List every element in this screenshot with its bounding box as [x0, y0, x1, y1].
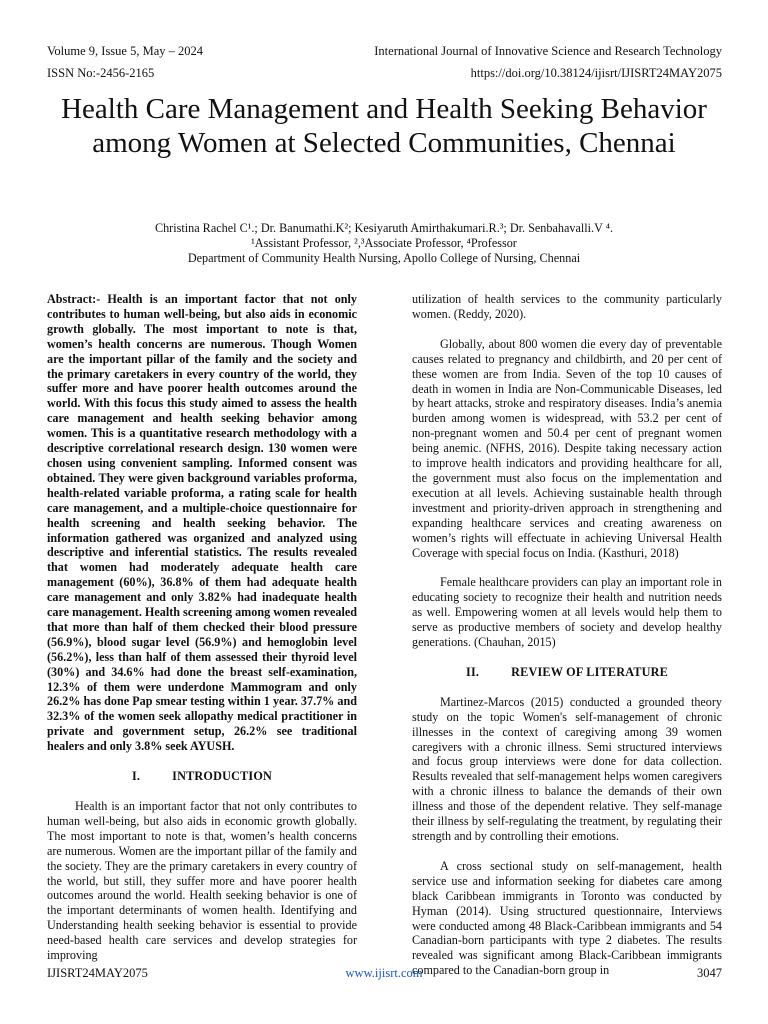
page-number: 3047: [697, 966, 722, 980]
section-title: INTRODUCTION: [172, 769, 273, 784]
affiliation: ¹Assistant Professor, ²,³Associate Professor, ⁴Professor: [251, 236, 517, 250]
paragraph-female-providers: Female healthcare providers can play an important role in educating society to recognize their health and nutrition needs as well. Empowering women at all levels would help them to serve as productive members of society and develop healthy generations. (Chauhan, 2015): [412, 575, 722, 650]
footer-paper-id: IJISRT24MAY2075: [47, 966, 148, 980]
paper-title: Health Care Management and Health Seeking Behavior among Women at Selected Communities, Chennai: [61, 93, 707, 159]
footer-website-link[interactable]: www.ijisrt.com: [345, 966, 423, 980]
paragraph-continuation: utilization of health services to the community particularly women. (Reddy, 2020).: [412, 292, 722, 321]
paragraph-cross-sectional: A cross sectional study on self-management, health service use and information seeking for diabetes care among black Caribbean immigrants in Toronto was conducted by Hyman (2014). Using structured questionnaire, Interviews were conducted among 48 Black-Caribbean immigrants and 54 Canadian-born participants with type 2 diabetes. The results revealed was significant among Black-Caribbean immigrants compared to the Canadian-born group in: [412, 858, 722, 978]
left-column: [47, 292, 357, 978]
section-title: REVIEW OF LITERATURE: [511, 664, 668, 679]
section-heading-introduction: [47, 769, 357, 784]
department: Department of Community Health Nursing, Apollo College of Nursing, Chennai: [187, 251, 581, 265]
paragraph-globally: Globally, about 800 women die every day of preventable causes related to pregnancy and childbirth, and 20 per cent of these women are from India. Seven of the top 10 causes of death in women in India are Non-Communicable Diseases, led by heart attacks, stroke and respiratory diseases. India’s anemia burden among women is widespread, with 53.2 per cent of non-pregnant women and 50.4 per cent of pregnant women being anemic. (NFHS, 2016). Despite taking necessary action to improve health indicators and providing healthcare for all, the government must also focus on the implementation and execution at all levels. Achieving sustainable health through investment and priority-driven approach in strengthening and expanding healthcare services and creating awareness on women’s rights will effectuate in achieving Universal Health Coverage with special focus on India. (Kasthuri, 2018): [412, 336, 722, 560]
section-number: II.: [466, 664, 480, 679]
right-column: [412, 292, 722, 993]
abstract: Abstract:- Health is an important factor that not only contributes to human well-being, but also aids in economic growth globally. The most important to note is that, women’s health concerns are numerous. Though Women are the important pillar of the family and the society and the primary caretakers in every country of the world, they suffer more and have poorer health outcomes around the world. With this focus this study aimed to assess the health care management and health seeking behavior among women. This is a quantitative research methodology with a descriptive correlational research design. 130 women were chosen using convenient sampling. Informed consent was obtained. They were given background variables proforma, health-related variable proforma, a rating scale for health care management, and a multiple-choice questionnaire for health screening and health seeking behavior. The information gathered was organized and analyzed using descriptive and inferential statistics. The results revealed that women had moderately adequate health care management (60%), 36.8% of them had adequate health care management and only 3.82% had inadequate health care management. Health screening among women revealed that more than half of them checked their blood pressure (56.9%), blood sugar level (56.9%) and hemoglobin level (56.2%), less than half of them assessed their thyroid level (30%) and 34.6% had done the breast self-examination, 12.3% of them were underdone Mammogram and only 26.2% has done Pap smear testing within 1 year. 37.7% and 32.3% of the women seek allopathy medical practitioner in private and government setup, 26.2% see traditional healers and only 3.8% seek AYUSH.: [47, 292, 357, 754]
paragraph-martinez: Martinez-Marcos (2015) conducted a grounded theory study on the topic Women's self-management of chronic illnesses in the context of caregiving among 39 women caregivers with a chronic illness. Semi structured interviews and focus group interviews were done for data collection. Results revealed that self-management helps women caregivers with a chronic illness to balance the demands of their own illness and those of the dependent relative. They self-manage their illness by self-regulating the treatment, by regulating their strength and by controlling their emotions.: [412, 694, 722, 843]
doi-link[interactable]: https://doi.org/10.38124/ijisrt/IJISRT24MAY2075: [470, 66, 722, 80]
journal-name: International Journal of Innovative Science and Research Technology: [374, 44, 722, 58]
section-heading-review: [412, 665, 722, 680]
section-number: I.: [131, 769, 141, 784]
author-list: Christina Rachel C¹.; Dr. Banumathi.K²; Kesiyaruth Amirthakumari.R.³; Dr. Senbahavalli.V ⁴.: [154, 221, 614, 235]
issn: ISSN No:-2456-2165: [47, 66, 155, 80]
volume-info: Volume 9, Issue 5, May – 2024: [47, 44, 204, 58]
intro-paragraph: Health is an important factor that not only contributes to human well-being, but also aids in economic growth globally. The most important to note is that, women’s health concerns are numerous. Women are the important pillar of the family and the society. They are the primary caretakers in every country of the world, but still, they suffer more and have poorer health outcomes around the world. Health seeking behavior is one of the important determinants of women health. Identifying and Understanding health seeking behavior is essential to provide need-based health care services and develop strategies for improving: [47, 799, 357, 963]
